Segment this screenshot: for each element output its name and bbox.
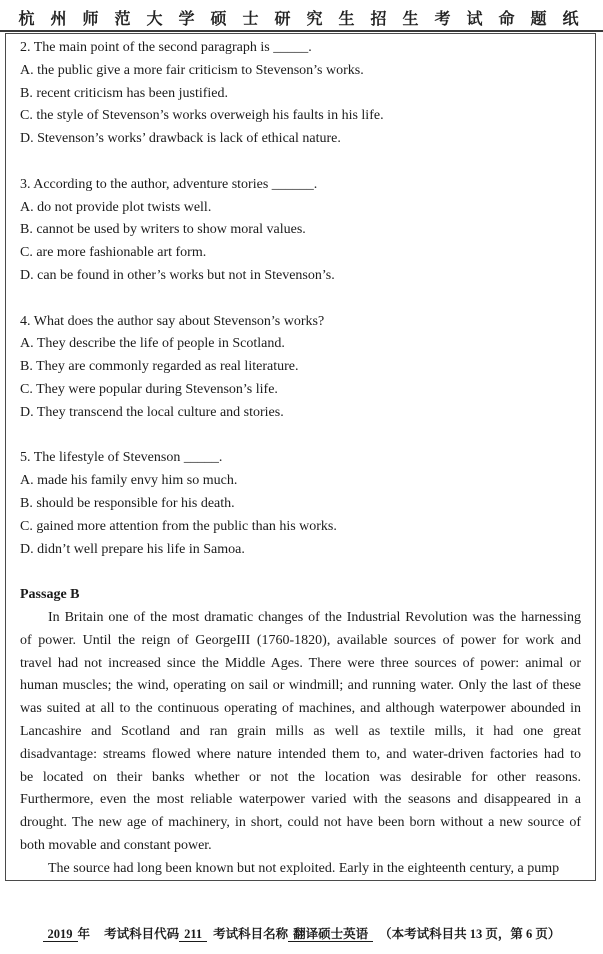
question-3-option-c: C. are more fashionable art form. bbox=[20, 245, 207, 261]
passage-b-line-11: both movable and constant power. bbox=[20, 837, 212, 853]
footer-pages-note: （本考试科目共 13 页，第 6 页） bbox=[379, 927, 561, 941]
question-2-option-a: A. the public give a more fair criticism to Stevenson’s works. bbox=[20, 62, 364, 78]
question-5-option-b: B. should be responsible for his death. bbox=[20, 495, 235, 511]
question-2-option-b: B. recent criticism has been justified. bbox=[20, 85, 228, 101]
question-3-option-b: B. cannot be used by writers to show moral values. bbox=[20, 222, 306, 238]
footer-subject-name-label: 考试科目名称 bbox=[213, 927, 289, 941]
passage-b-line-3: travel had not increased since the Middle Ages. There were three sources of power: animal or bbox=[20, 655, 581, 671]
question-4-stem: 4. What does the author say about Stevenson’s works? bbox=[20, 313, 325, 329]
passage-b-line-2: of power. Until the reign of GeorgeIII (1760-1820), available sources of power for work and bbox=[20, 632, 581, 648]
passage-b-line-6: Lancashire and Scotland and ran grain mills as well as textile mills, it had one great bbox=[20, 723, 581, 739]
question-3-option-a: A. do not provide plot twists well. bbox=[20, 199, 212, 215]
footer-year: 2019 bbox=[43, 927, 78, 942]
passage-b-line-9: Furthermore, even the most reliable waterpower varied with the seasons and disappeared in a bbox=[20, 792, 581, 808]
question-block-4 bbox=[20, 311, 581, 425]
passage-b bbox=[20, 584, 581, 880]
question-5-option-a: A. made his family envy him so much. bbox=[20, 473, 238, 489]
page-header bbox=[0, 6, 603, 29]
question-block-2 bbox=[20, 37, 581, 151]
question-5-option-d: D. didn’t well prepare his life in Samoa. bbox=[20, 541, 245, 557]
passage-b-line-7: disadvantage: streams flowed where nature intended them to, and water-driven factories had to bbox=[20, 746, 581, 762]
passage-b-line-4: human muscles; the wind, operating on sail or windmill; and running water. Only the last of these bbox=[20, 678, 581, 694]
page-title: 杭 州 师 范 大 学 硕 士 研 究 生 招 生 考 试 命 题 纸 bbox=[18, 11, 585, 28]
question-2-option-d: D. Stevenson’s works’ drawback is lack of ethical nature. bbox=[20, 131, 341, 147]
passage-b-heading: Passage B bbox=[20, 587, 80, 603]
footer-subject-name: 翻译硕士英语 bbox=[288, 927, 373, 942]
question-2-stem: 2. The main point of the second paragraph is _____. bbox=[20, 40, 312, 55]
passage-b-line-10: drought. The new age of machinery, in short, could not have been born without a new source of bbox=[20, 815, 581, 831]
question-4-option-c: C. They were popular during Stevenson’s life. bbox=[20, 381, 278, 397]
footer-subject-code: 211 bbox=[179, 927, 207, 942]
footer-subject-code-label: 考试科目代码 bbox=[104, 927, 180, 941]
question-3-stem: 3. According to the author, adventure stories ______. bbox=[20, 176, 318, 192]
passage-b-line-5: was suited at all to the continuous operating of machines, and although waterpower abounded in bbox=[20, 701, 581, 717]
question-block-5 bbox=[20, 447, 581, 561]
question-block-3 bbox=[20, 174, 581, 288]
question-5-stem: 5. The lifestyle of Stevenson _____. bbox=[20, 450, 223, 466]
question-3-option-d: D. can be found in other’s works but not in Stevenson’s. bbox=[20, 267, 335, 283]
header-rule bbox=[0, 30, 603, 32]
question-5-option-c: C. gained more attention from the public than his works. bbox=[20, 518, 337, 534]
page-footer bbox=[0, 924, 603, 942]
passage-b-line-12: The source had long been known but not exploited. Early in the eighteenth century, a pump bbox=[48, 860, 560, 876]
passage-b-line-1: In Britain one of the most dramatic changes of the Industrial Revolution was the harnessing bbox=[48, 609, 581, 625]
question-4-option-d: D. They transcend the local culture and stories. bbox=[20, 404, 284, 420]
question-4-option-b: B. They are commonly regarded as real literature. bbox=[20, 359, 299, 375]
content-box bbox=[5, 33, 596, 881]
passage-b-line-8: be located on their banks whether or not the location was desirable for other reasons. bbox=[20, 769, 581, 785]
question-2-option-c: C. the style of Stevenson’s works overweigh his faults in his life. bbox=[20, 108, 384, 124]
question-4-option-a: A. They describe the life of people in Scotland. bbox=[20, 336, 285, 352]
footer-year-label: 年 bbox=[77, 927, 91, 941]
